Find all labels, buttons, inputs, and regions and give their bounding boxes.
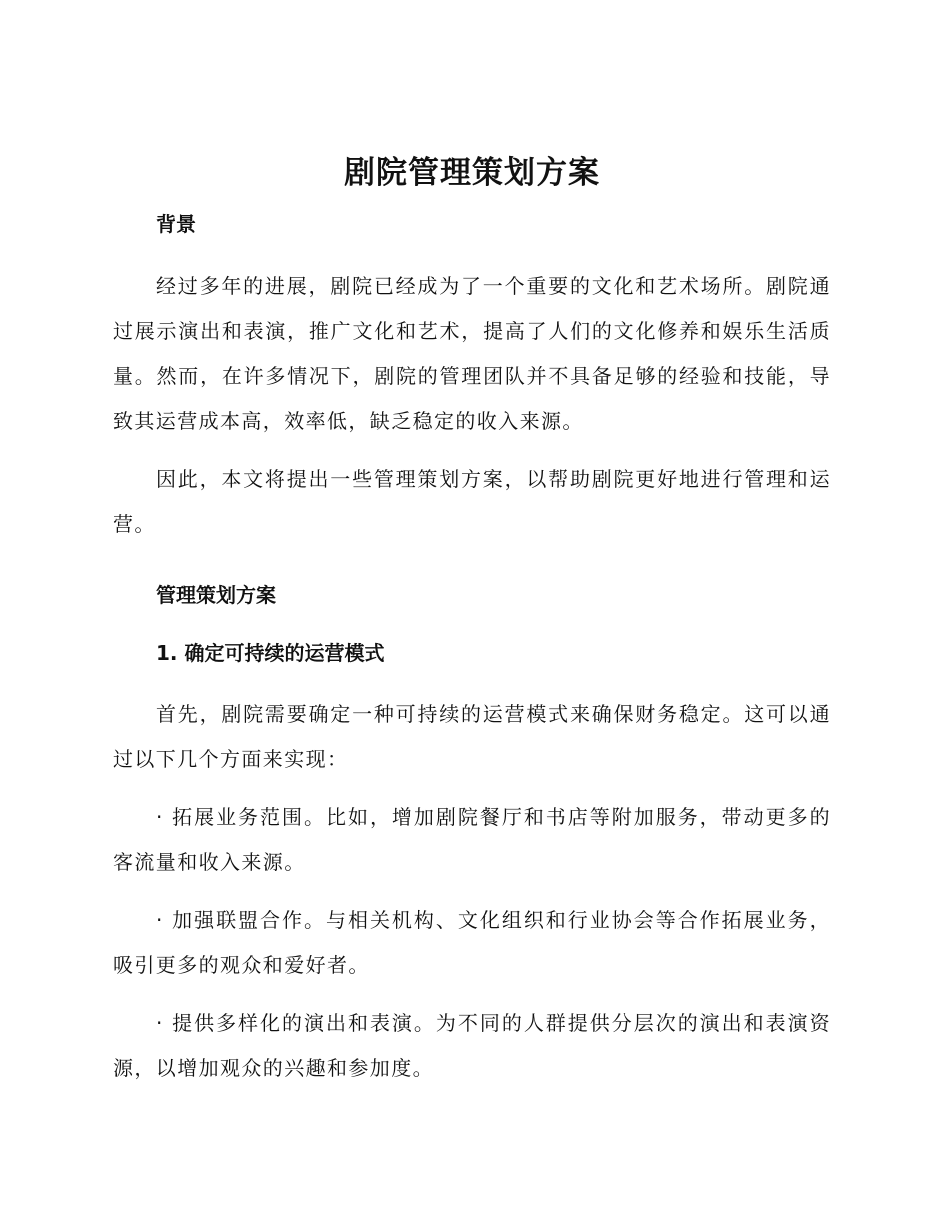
document-content — [113, 150, 831, 1091]
section-1-heading: 1. 确定可持续的运营模式 — [156, 641, 385, 665]
bullet-item-3: · 提供多样化的演出和表演。为不同的人群提供分层次的演出和表演资源，以增加观众的兴趣和参加度。 — [113, 1011, 831, 1080]
plan-heading: 管理策划方案 — [156, 583, 276, 607]
background-paragraph-2: 因此，本文将提出一些管理策划方案，以帮助剧院更好地进行管理和运营。 — [113, 467, 831, 536]
document-title: 剧院管理策划方案 — [344, 155, 600, 191]
bullet-item-1: · 拓展业务范围。比如，增加剧院餐厅和书店等附加服务，带动更多的客流量和收入来源。 — [113, 805, 831, 874]
background-paragraph-1: 经过多年的进展，剧院已经成为了一个重要的文化和艺术场所。剧院通过展示演出和表演，推广文化和艺术，提高了人们的文化修养和娱乐生活质量。然而，在许多情况下，剧院的管理团队并不具备足够的经验和技能，导致其运营成本高，效率低，缺乏稳定的收入来源。 — [113, 274, 831, 433]
section-1-intro: 首先，剧院需要确定一种可持续的运营模式来确保财务稳定。这可以通过以下几个方面来实现： — [113, 702, 831, 771]
bullet-item-2: · 加强联盟合作。与相关机构、文化组织和行业协会等合作拓展业务，吸引更多的观众和爱好者。 — [113, 908, 831, 977]
background-heading: 背景 — [156, 212, 196, 236]
